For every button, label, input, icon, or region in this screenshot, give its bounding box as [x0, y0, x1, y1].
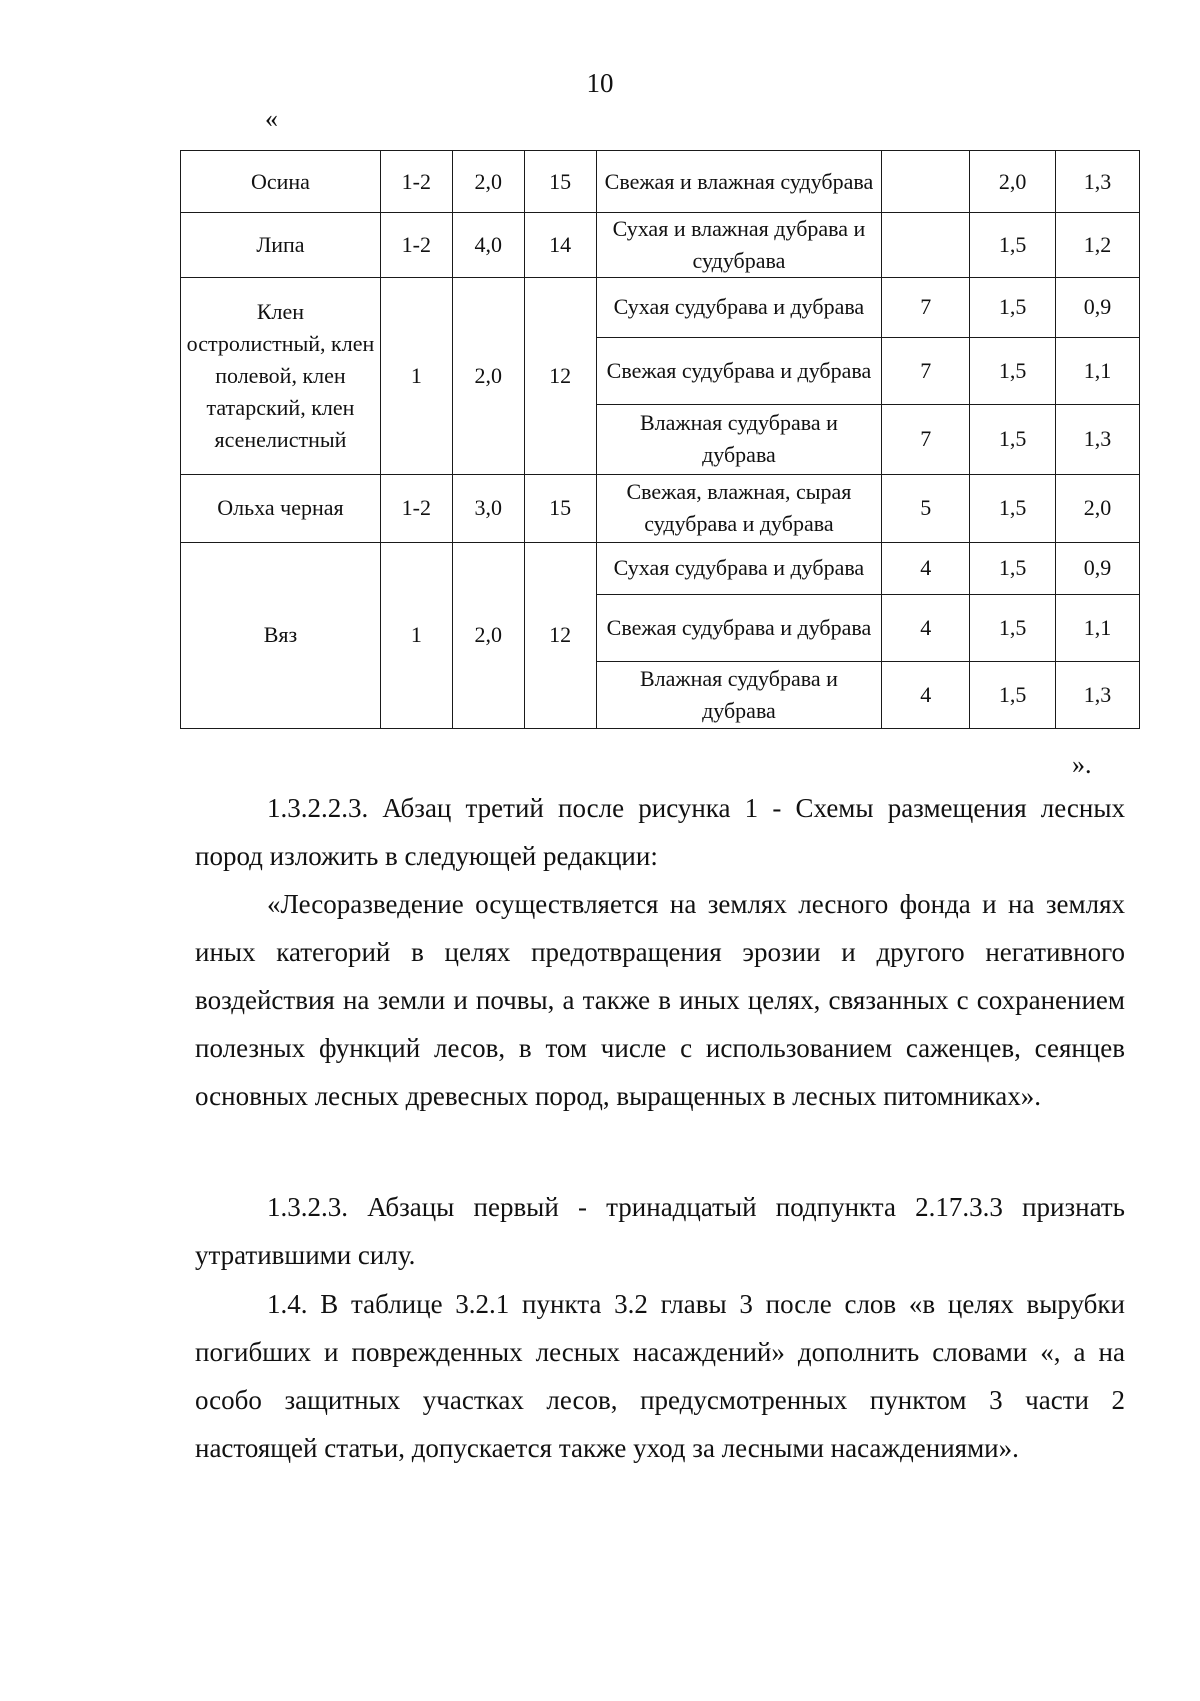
table-cell: 2,0 — [452, 542, 524, 728]
table-cell: 7 — [882, 337, 970, 404]
table-cell: 2,0 — [970, 151, 1056, 213]
paragraph-text: 1.3.2.3. Абзацы первый - тринадцатый подпункта 2.17.3.3 признать утратившими силу. — [195, 1192, 1125, 1270]
table-cell: 0,9 — [1056, 277, 1140, 337]
table-cell: 4 — [882, 542, 970, 594]
species-cell: Вяз — [181, 542, 381, 728]
table-cell: 4,0 — [452, 213, 524, 278]
paragraph-text: 1.4. В таблице 3.2.1 пункта 3.2 главы 3 после слов «в целях вырубки погибших и поврежденных лесных насаждений» дополнить словами «, а на особо защитных участках лесов, предусмотренных пунктом 3 части 2 настоящей статьи, допускается также уход за лесными насаждениями». — [195, 1289, 1125, 1463]
table-cell: 1,5 — [970, 213, 1056, 278]
condition-cell: Свежая, влажная, сырая судубрава и дубрава — [596, 474, 882, 542]
paragraph-amendment-1-3-2-2-3 — [195, 784, 1125, 880]
condition-cell: Сухая судубрава и дубрава — [596, 277, 882, 337]
table-cell: 3,0 — [452, 474, 524, 542]
table-cell: 12 — [524, 277, 596, 474]
table-cell: 1 — [380, 277, 452, 474]
table-cell: 1,5 — [970, 337, 1056, 404]
table-cell: 12 — [524, 542, 596, 728]
table-cell: 1,5 — [970, 542, 1056, 594]
table-cell: 1,5 — [970, 404, 1056, 474]
table-cell: 2,0 — [452, 277, 524, 474]
table-cell: 1-2 — [380, 151, 452, 213]
table-cell: 4 — [882, 661, 970, 728]
table-cell: 14 — [524, 213, 596, 278]
condition-cell: Свежая судубрава и дубрава — [596, 337, 882, 404]
table-cell: 1,5 — [970, 474, 1056, 542]
table-cell: 1,3 — [1056, 661, 1140, 728]
species-cell: Осина — [181, 151, 381, 213]
paragraph-quoted-text — [195, 880, 1125, 1120]
table-cell: 7 — [882, 404, 970, 474]
table-cell: 4 — [882, 594, 970, 661]
table-cell: 1,5 — [970, 277, 1056, 337]
condition-cell: Влажная судубрава и дубрава — [596, 404, 882, 474]
table-cell: 1-2 — [380, 474, 452, 542]
table-cell: 1,5 — [970, 594, 1056, 661]
condition-cell: Влажная судубрава и дубрава — [596, 661, 882, 728]
table-row — [181, 213, 1140, 278]
table-row — [181, 277, 1140, 337]
species-cell: Клен остролистный, клен полевой, клен татарский, клен ясенелистный — [181, 277, 381, 474]
table-cell: 1-2 — [380, 213, 452, 278]
table-cell: 5 — [882, 474, 970, 542]
paragraph-text: 1.3.2.2.3. Абзац третий после рисунка 1 - Схемы размещения лесных пород изложить в следующей редакции: — [195, 793, 1125, 871]
table-cell: 15 — [524, 474, 596, 542]
page-number: 10 — [586, 68, 614, 98]
table-row — [181, 151, 1140, 213]
condition-cell: Сухая и влажная дубрава и судубрава — [596, 213, 882, 278]
species-cell: Липа — [181, 213, 381, 278]
table-cell: 1,5 — [970, 661, 1056, 728]
table-cell: 1,1 — [1056, 594, 1140, 661]
table-cell: 7 — [882, 277, 970, 337]
table-row — [181, 474, 1140, 542]
table-cell: 1,3 — [1056, 404, 1140, 474]
table-cell — [882, 151, 970, 213]
table-cell: 1,3 — [1056, 151, 1140, 213]
condition-cell: Сухая судубрава и дубрава — [596, 542, 882, 594]
table-cell: 0,9 — [1056, 542, 1140, 594]
paragraph-text: «Лесоразведение осуществляется на землях лесного фонда и на землях иных категорий в целях предотвращения эрозии и другого негативного воздействия на земли и почвы, а также в иных целях, связанных с сохранением полезных функций лесов, в том числе с использованием саженцев, сеянцев основных лесных древесных пород, выращенных в лесных питомниках». — [195, 889, 1125, 1111]
table-cell: 2,0 — [452, 151, 524, 213]
table-cell: 1,1 — [1056, 337, 1140, 404]
open-quote: « — [265, 104, 278, 133]
close-quote: ». — [1072, 750, 1092, 779]
species-cell: Ольха черная — [181, 474, 381, 542]
paragraph-amendment-1-4 — [195, 1280, 1125, 1472]
table-cell — [882, 213, 970, 278]
paragraph-amendment-1-3-2-3 — [195, 1183, 1125, 1279]
table-cell: 2,0 — [1056, 474, 1140, 542]
table-cell: 15 — [524, 151, 596, 213]
table-cell: 1 — [380, 542, 452, 728]
table-row — [181, 542, 1140, 594]
condition-cell: Свежая и влажная судубрава — [596, 151, 882, 213]
condition-cell: Свежая судубрава и дубрава — [596, 594, 882, 661]
table-cell: 1,2 — [1056, 213, 1140, 278]
species-table — [180, 150, 1140, 729]
